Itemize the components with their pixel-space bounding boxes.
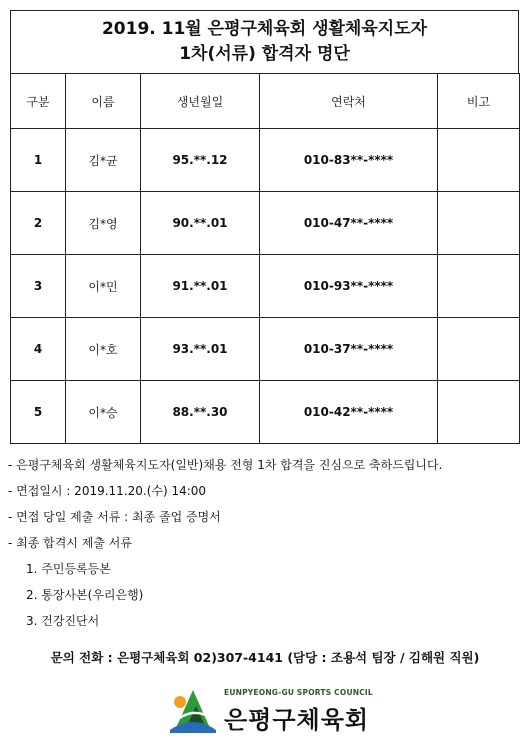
row-note — [438, 381, 520, 444]
final-doc-item: 1. 주민등록등본 — [26, 562, 111, 576]
table-row — [11, 192, 520, 255]
logo-korean-name: 은평구체육회 — [224, 706, 370, 734]
note-interview-date: - 면접일시 : 2019.11.20.(수) 14:00 — [8, 484, 207, 498]
row-no: 3 — [11, 255, 66, 318]
row-birthdate: 88.**.30 — [141, 381, 260, 444]
row-note — [438, 129, 520, 192]
row-name: 김*영 — [66, 192, 141, 255]
title-box — [10, 10, 519, 74]
title-line-2: 1차(서류) 합격자 명단 — [179, 44, 350, 64]
notes-section — [8, 452, 523, 634]
final-doc-item: 2. 통장사본(우리은행) — [26, 588, 144, 602]
header-name: 이름 — [66, 74, 141, 129]
note-final-docs-title: - 최종 합격시 제출 서류 — [8, 536, 132, 550]
row-name: 이*민 — [66, 255, 141, 318]
row-note — [438, 192, 520, 255]
row-birthdate: 95.**.12 — [141, 129, 260, 192]
row-contact: 010-83**-**** — [260, 129, 438, 192]
row-no: 4 — [11, 318, 66, 381]
row-contact: 010-47**-**** — [260, 192, 438, 255]
roster-table — [10, 73, 520, 444]
row-no: 1 — [11, 129, 66, 192]
final-doc-item: 3. 건강진단서 — [26, 614, 100, 628]
row-contact: 010-42**-**** — [260, 381, 438, 444]
row-birthdate: 93.**.01 — [141, 318, 260, 381]
council-logo — [166, 682, 373, 738]
council-emblem-icon — [166, 684, 220, 734]
header-no: 구분 — [11, 74, 66, 129]
table-row — [11, 318, 520, 381]
table-row — [11, 129, 520, 192]
table-row — [11, 381, 520, 444]
header-birthdate: 생년월일 — [141, 74, 260, 129]
row-note — [438, 318, 520, 381]
table-row — [11, 255, 520, 318]
row-no: 2 — [11, 192, 66, 255]
row-birthdate: 90.**.01 — [141, 192, 260, 255]
row-contact: 010-93**-**** — [260, 255, 438, 318]
row-no: 5 — [11, 381, 66, 444]
table-header-row — [11, 74, 520, 129]
title-line-1: 2019. 11월 은평구체육회 생활체육지도자 — [101, 19, 428, 39]
note-interview-docs: - 면접 당일 제출 서류 : 최종 졸업 증명서 — [8, 510, 221, 524]
row-name: 이*승 — [66, 381, 141, 444]
header-contact: 연락처 — [260, 74, 438, 129]
header-note: 비고 — [438, 74, 520, 129]
row-name: 김*균 — [66, 129, 141, 192]
note-congrats: - 은평구체육회 생활체육지도자(일반)채용 전형 1차 합격을 진심으로 축하드립니다. — [8, 458, 443, 472]
row-note — [438, 255, 520, 318]
row-birthdate: 91.**.01 — [141, 255, 260, 318]
row-contact: 010-37**-**** — [260, 318, 438, 381]
logo-english-name: EUNPYEONG-GU SPORTS COUNCIL — [224, 688, 373, 697]
contact-info: 문의 전화 : 은평구체육회 02)307-4141 (담당 : 조용석 팀장 / 김해원 직원) — [50, 650, 480, 665]
row-name: 이*호 — [66, 318, 141, 381]
